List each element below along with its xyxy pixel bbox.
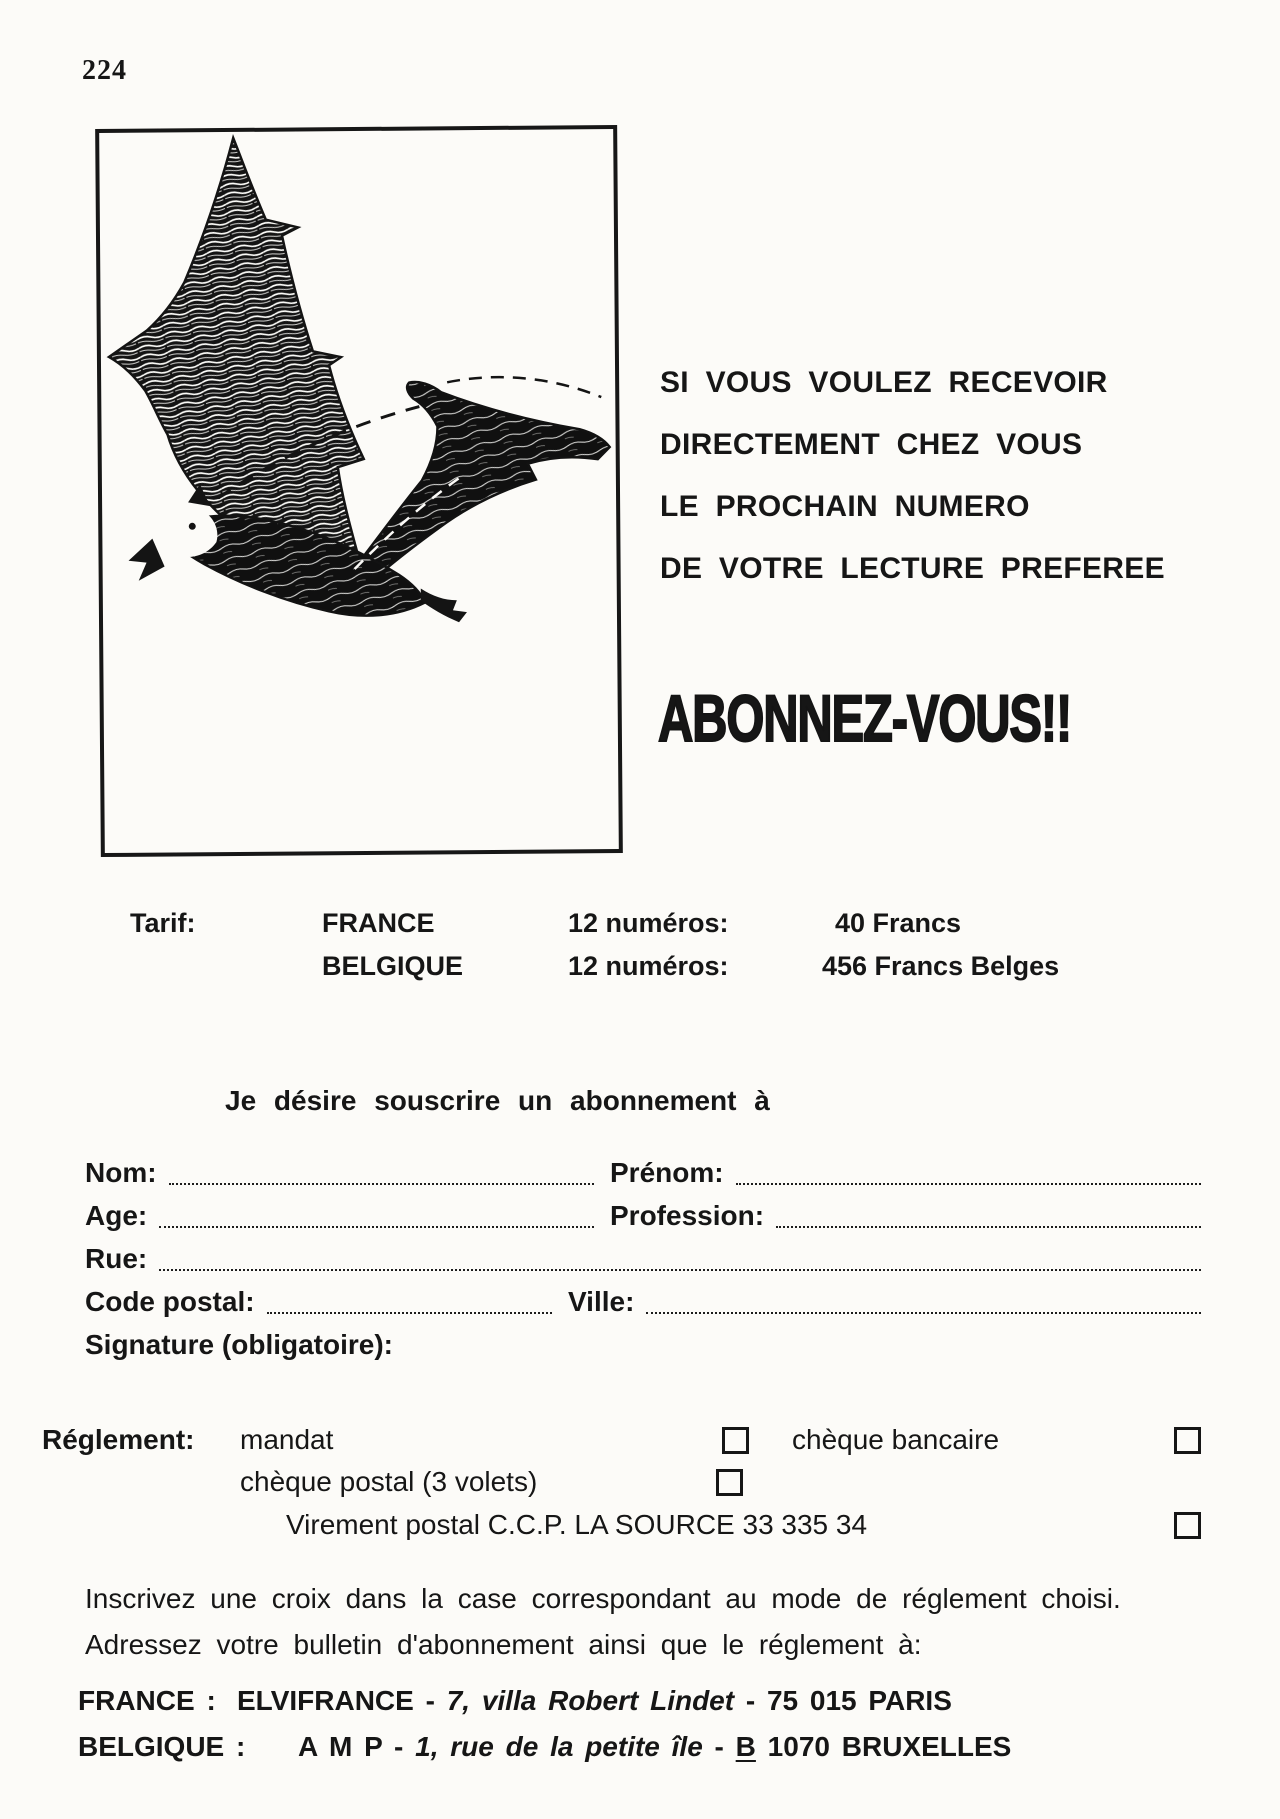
profession-input-line[interactable] xyxy=(776,1199,1201,1228)
tarif-quantity-belgique: 12 numéros: xyxy=(568,951,729,981)
address-belgique-street: 1, rue de la petite île xyxy=(415,1731,703,1762)
ville-label: Ville: xyxy=(568,1286,635,1317)
subscribe-headline: ABONNEZ-VOUS!! xyxy=(658,681,1072,755)
bat-eye xyxy=(189,523,196,530)
nom-input-line[interactable] xyxy=(169,1156,594,1185)
tarif-price-belgique: 456 Francs Belges xyxy=(822,951,1060,981)
bat-illustration xyxy=(99,129,619,853)
payment-option-virement: Virement postal C.C.P. LA SOURCE 33 335 34 xyxy=(286,1509,868,1540)
ville-input-line[interactable] xyxy=(646,1285,1201,1314)
address-belgique-org: A M P - xyxy=(298,1731,416,1762)
address-france-country: FRANCE : xyxy=(78,1685,216,1716)
address-belgique-detail xyxy=(298,1731,1011,1763)
bat-face xyxy=(150,505,217,558)
profession-label: Profession: xyxy=(610,1200,765,1231)
address-belgique-country-code: B xyxy=(735,1731,756,1762)
address-belgique-sep: - xyxy=(702,1731,736,1762)
checkbox-mandat[interactable] xyxy=(722,1427,749,1454)
bat-claw xyxy=(421,588,467,622)
promo-line-4: DE VOTRE LECTURE PREFEREE xyxy=(660,552,1165,585)
checkbox-virement[interactable] xyxy=(1174,1512,1201,1539)
age-label: Age: xyxy=(85,1200,148,1231)
checkbox-cheque-postal[interactable] xyxy=(716,1469,743,1496)
payment-section xyxy=(0,1424,1280,1564)
tarif-label: Tarif: xyxy=(130,908,196,938)
bat-body-group xyxy=(107,135,611,625)
instruction-line-1: Inscrivez une croix dans la case correspondant au mode de réglement choisi. xyxy=(85,1583,1121,1614)
payment-label: Réglement: xyxy=(42,1424,195,1455)
instruction-line-2: Adressez votre bulletin d'abonnement ainsi que le réglement à: xyxy=(85,1629,922,1660)
code-postal-input-line[interactable] xyxy=(267,1285,552,1314)
page-number: 224 xyxy=(82,55,127,86)
prenom-label: Prénom: xyxy=(610,1157,724,1188)
address-belgique-country: BELGIQUE : xyxy=(78,1731,246,1762)
address-france-street: 7, villa Robert Lindet xyxy=(446,1685,735,1716)
promo-line-3: LE PROCHAIN NUMERO xyxy=(660,490,1030,523)
form-row-rue xyxy=(85,1242,1201,1285)
illustration-frame xyxy=(95,125,623,857)
payment-option-cheque-bancaire: chèque bancaire xyxy=(792,1424,1000,1455)
promo-line-2: DIRECTEMENT CHEZ VOUS xyxy=(660,428,1083,461)
payment-option-mandat: mandat xyxy=(240,1424,334,1455)
rue-label: Rue: xyxy=(85,1243,148,1274)
signature-label: Signature (obligatoire): xyxy=(85,1329,393,1360)
wing-top-dashes xyxy=(447,376,601,398)
subscription-intro: Je désire souscrire un abonnement à xyxy=(225,1085,770,1116)
form-row-age-profession xyxy=(85,1199,1201,1242)
checkbox-cheque-bancaire[interactable] xyxy=(1174,1427,1201,1454)
nom-label: Nom: xyxy=(85,1157,157,1188)
address-france-city: - 75 015 PARIS xyxy=(734,1685,952,1716)
promo-line-1: SI VOUS VOULEZ RECEVOIR xyxy=(660,366,1108,399)
code-postal-label: Code postal: xyxy=(85,1286,255,1317)
prenom-input-line[interactable] xyxy=(736,1156,1201,1185)
rue-input-line[interactable] xyxy=(159,1242,1201,1271)
form-row-signature xyxy=(85,1328,1201,1371)
address-france-org: ELVIFRANCE - xyxy=(237,1685,447,1716)
tarif-country-belgique: BELGIQUE xyxy=(322,951,464,981)
tarif-quantity-france: 12 numéros: xyxy=(568,908,729,938)
address-france-detail xyxy=(237,1685,952,1717)
bat-right-wing xyxy=(341,381,611,592)
address-belgique-city: 1070 BRUXELLES xyxy=(755,1731,1012,1762)
promo-text xyxy=(660,352,1165,600)
subscription-form xyxy=(85,1156,1201,1371)
payment-option-cheque-postal: chèque postal (3 volets) xyxy=(240,1466,538,1497)
form-row-nom-prenom xyxy=(85,1156,1201,1199)
age-input-line[interactable] xyxy=(159,1199,594,1228)
form-row-codepostal-ville xyxy=(85,1285,1201,1328)
tarif-country-france: FRANCE xyxy=(322,908,435,938)
tarif-price-france: 40 Francs xyxy=(835,908,962,938)
